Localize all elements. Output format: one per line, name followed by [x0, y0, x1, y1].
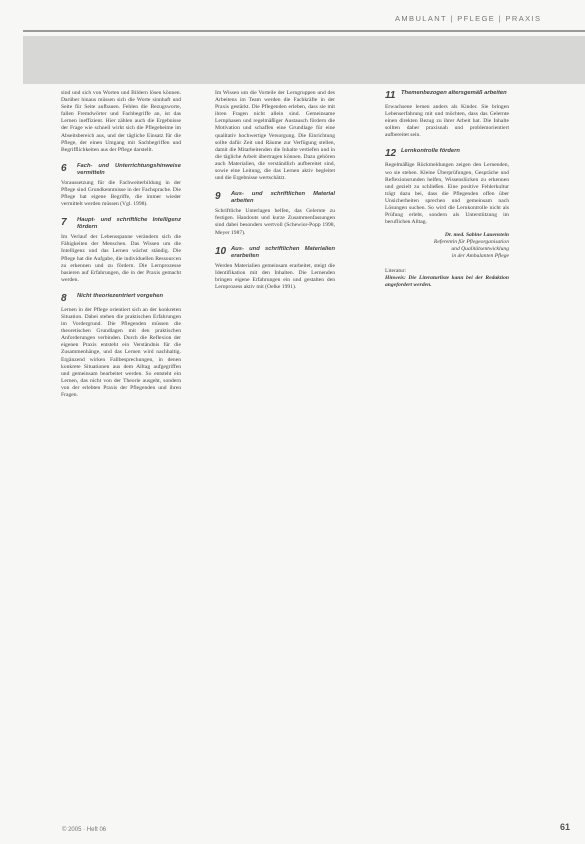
bibliography-note	[385, 268, 509, 289]
section-title: Fach- und Unterrichtungshinweise vermitteln	[77, 162, 181, 176]
paragraph: Erwachsene lernen anders als Kinder. Sie bringen Lebenserfahrung mit und möchten, dass das Gelernte einen direkten Bezug zu ihrer Arbeit hat. Die Inhalte sollten daher praxisnah und problemorientiert aufbereitet sein.	[385, 104, 509, 139]
bibliography-hint: Hinweis: Die Literaturliste kann bei der Redaktion angefordert werden.	[385, 275, 509, 289]
section-number: 11	[385, 90, 396, 101]
section-title: Lernkontrolle fördern	[401, 148, 460, 155]
section-heading-9	[215, 191, 335, 205]
section-heading-12	[385, 148, 509, 159]
section-title: Aus- und schriftlichen Material arbeiten	[231, 191, 335, 205]
section-title: Aus- und schriftlichen Materialien erarbeiten	[231, 245, 335, 259]
bibliography-label: Literatur:	[385, 268, 407, 275]
section-title: Themenbezogen altersgemäß arbeiten	[401, 90, 507, 96]
section-heading-11	[385, 90, 509, 101]
section-number: 8	[61, 292, 67, 304]
section-number: 6	[61, 162, 67, 174]
author-name: Dr. med. Sabine Lauenstein	[444, 232, 509, 239]
author-role-line: Referentin für Pflegeorganisation	[433, 239, 509, 246]
paragraph: Voraussetzung für die Fachweiterbildung in der Pflege sind Grundkenntnisse in der Fachsprache. Die Pflege hat eigene Begriffe, die immer wieder vermittelt werden müssen (Vgl. 1998).	[61, 179, 181, 208]
paragraph: Im Verlauf der Lebensspanne verändern sich die Fähigkeiten der Menschen. Das Wissen um die Intelligenz und das Lernen wächst ständig. Die Pflege hat die Aufgabe, die individuellen Ressourcen zu erkennen und zu fördern. Die Lernprozesse basieren auf Erfahrungen, die in der Praxis gemacht werden.	[61, 234, 181, 283]
header-band	[23, 36, 585, 84]
page-number: 61	[560, 822, 571, 832]
section-heading-6	[61, 163, 181, 177]
section-number: 9	[215, 191, 221, 203]
section-heading-10	[215, 246, 335, 260]
section-number: 12	[385, 148, 397, 160]
paragraph: Regelmäßige Rückmeldungen zeigen den Lernenden, wo sie stehen. Kleine Überprüfungen, Gespräche und Reflexionsrunden helfen, Wissenslücken zu erkennen und gezielt zu schließen. Eine positive Fehlerkultur trägt dazu bei, dass die Pflegenden offen über Unsicherheiten sprechen und gemeinsam nach Lösungen suchen. So wird die Lernkontrolle nicht als Prüfung erlebt, sondern als Unterstützung im beruflichen Alltag.	[385, 162, 509, 226]
section-heading-8	[61, 293, 181, 304]
paragraph: Im Wissen um die Vorteile der Lerngruppen und des Arbeitens im Team werden die Fachkräfte in der Praxis gestärkt. Die Pflegenden erleben, dass sie mit ihren Fragen nicht allein sind. Gemeinsame Lernphasen und regelmäßiger Austausch fördern die Motivation und schaffen eine Grundlage für eine qualitativ hochwertige Versorgung. Die Einrichtung sollte dafür Zeit und Räume zur Verfügung stellen, damit die Mitarbeitenden die Inhalte vertiefen und in die tägliche Arbeit übertragen können. Dazu gehören auch Materialien, die verständlich aufbereitet sind, sowie eine Leitung, die das Lernen aktiv begleitet und die Ergebnisse wertschätzt.	[215, 90, 335, 182]
paragraph: Schriftliche Unterlagen helfen, das Gelernte zu festigen. Handouts und kurze Zusammenfassungen sind dabei besonders wertvoll (Schewior-Popp 1998, Meyer 1987).	[215, 208, 335, 236]
author-role-line: in der Ambulanten Pflege	[451, 253, 509, 260]
paragraph: Werden Materialien gemeinsam erarbeitet, steigt die Identifikation mit den Inhalten. Die Lernenden bringen eigene Erfahrungen ein und gestalten den Lernprozess aktiv mit (Oelke 1991).	[215, 262, 335, 290]
paragraph: Lernen in der Pflege orientiert sich an der konkreten Situation. Dabei stehen die praktischen Erfahrungen im Vordergrund. Die Pflegenden müssen die theoretischen Grundlagen mit den praktischen Anforderungen verbinden. Durch die Reflexion der eigenen Praxis entsteht ein Verständnis für die Zusammenhänge, und das Lernen wird nachhaltig. Ergänzend wirken Fallbesprechungen, in denen konkrete Situationen aus dem Alltag aufgegriffen und gemeinsam bearbeitet werden. So entsteht ein Lernen, das nicht von der Theorie ausgeht, sondern von der erlebten Praxis der Pflegenden und ihren Fragen.	[61, 306, 181, 398]
column-1	[61, 90, 181, 404]
section-heading-7	[61, 217, 181, 231]
author-role-line: und Qualitätsentwicklung	[451, 246, 509, 253]
section-number: 10	[215, 245, 227, 257]
header-rule	[23, 30, 585, 32]
author-signature	[385, 232, 509, 260]
paragraph: sind und sich von Worten und Bildern lösen können. Darüber hinaus müssen sich die Worte sinnhaft und Seite für Seite aufbauen. Fehlen die Bezugsworte, fallen Fremdwörter und Fachbegriffe an, ist das Lernen ineffizient. Hier zählen auch die Ergebnisse der Frage wie schnell wirkt sich die Pflegeheime im Abseitsbereich aus, und der tägliche Einsatz für die Pflege, der einen Umgang mit Sachbegriffen und Begrifflichkeiten aus der Pflege darstellt.	[61, 90, 181, 153]
section-title: Nicht theoriezentriert vorgehen	[77, 292, 164, 299]
footer-issue: © 2005 · Heft 06	[62, 827, 107, 833]
column-2	[215, 90, 335, 296]
section-title: Haupt- und schriftliche Intelligenz fördern	[77, 217, 181, 231]
section-header: AMBULANT | PFLEGE | PRAXIS	[395, 14, 542, 23]
column-3	[385, 90, 509, 289]
section-number: 7	[61, 217, 67, 229]
